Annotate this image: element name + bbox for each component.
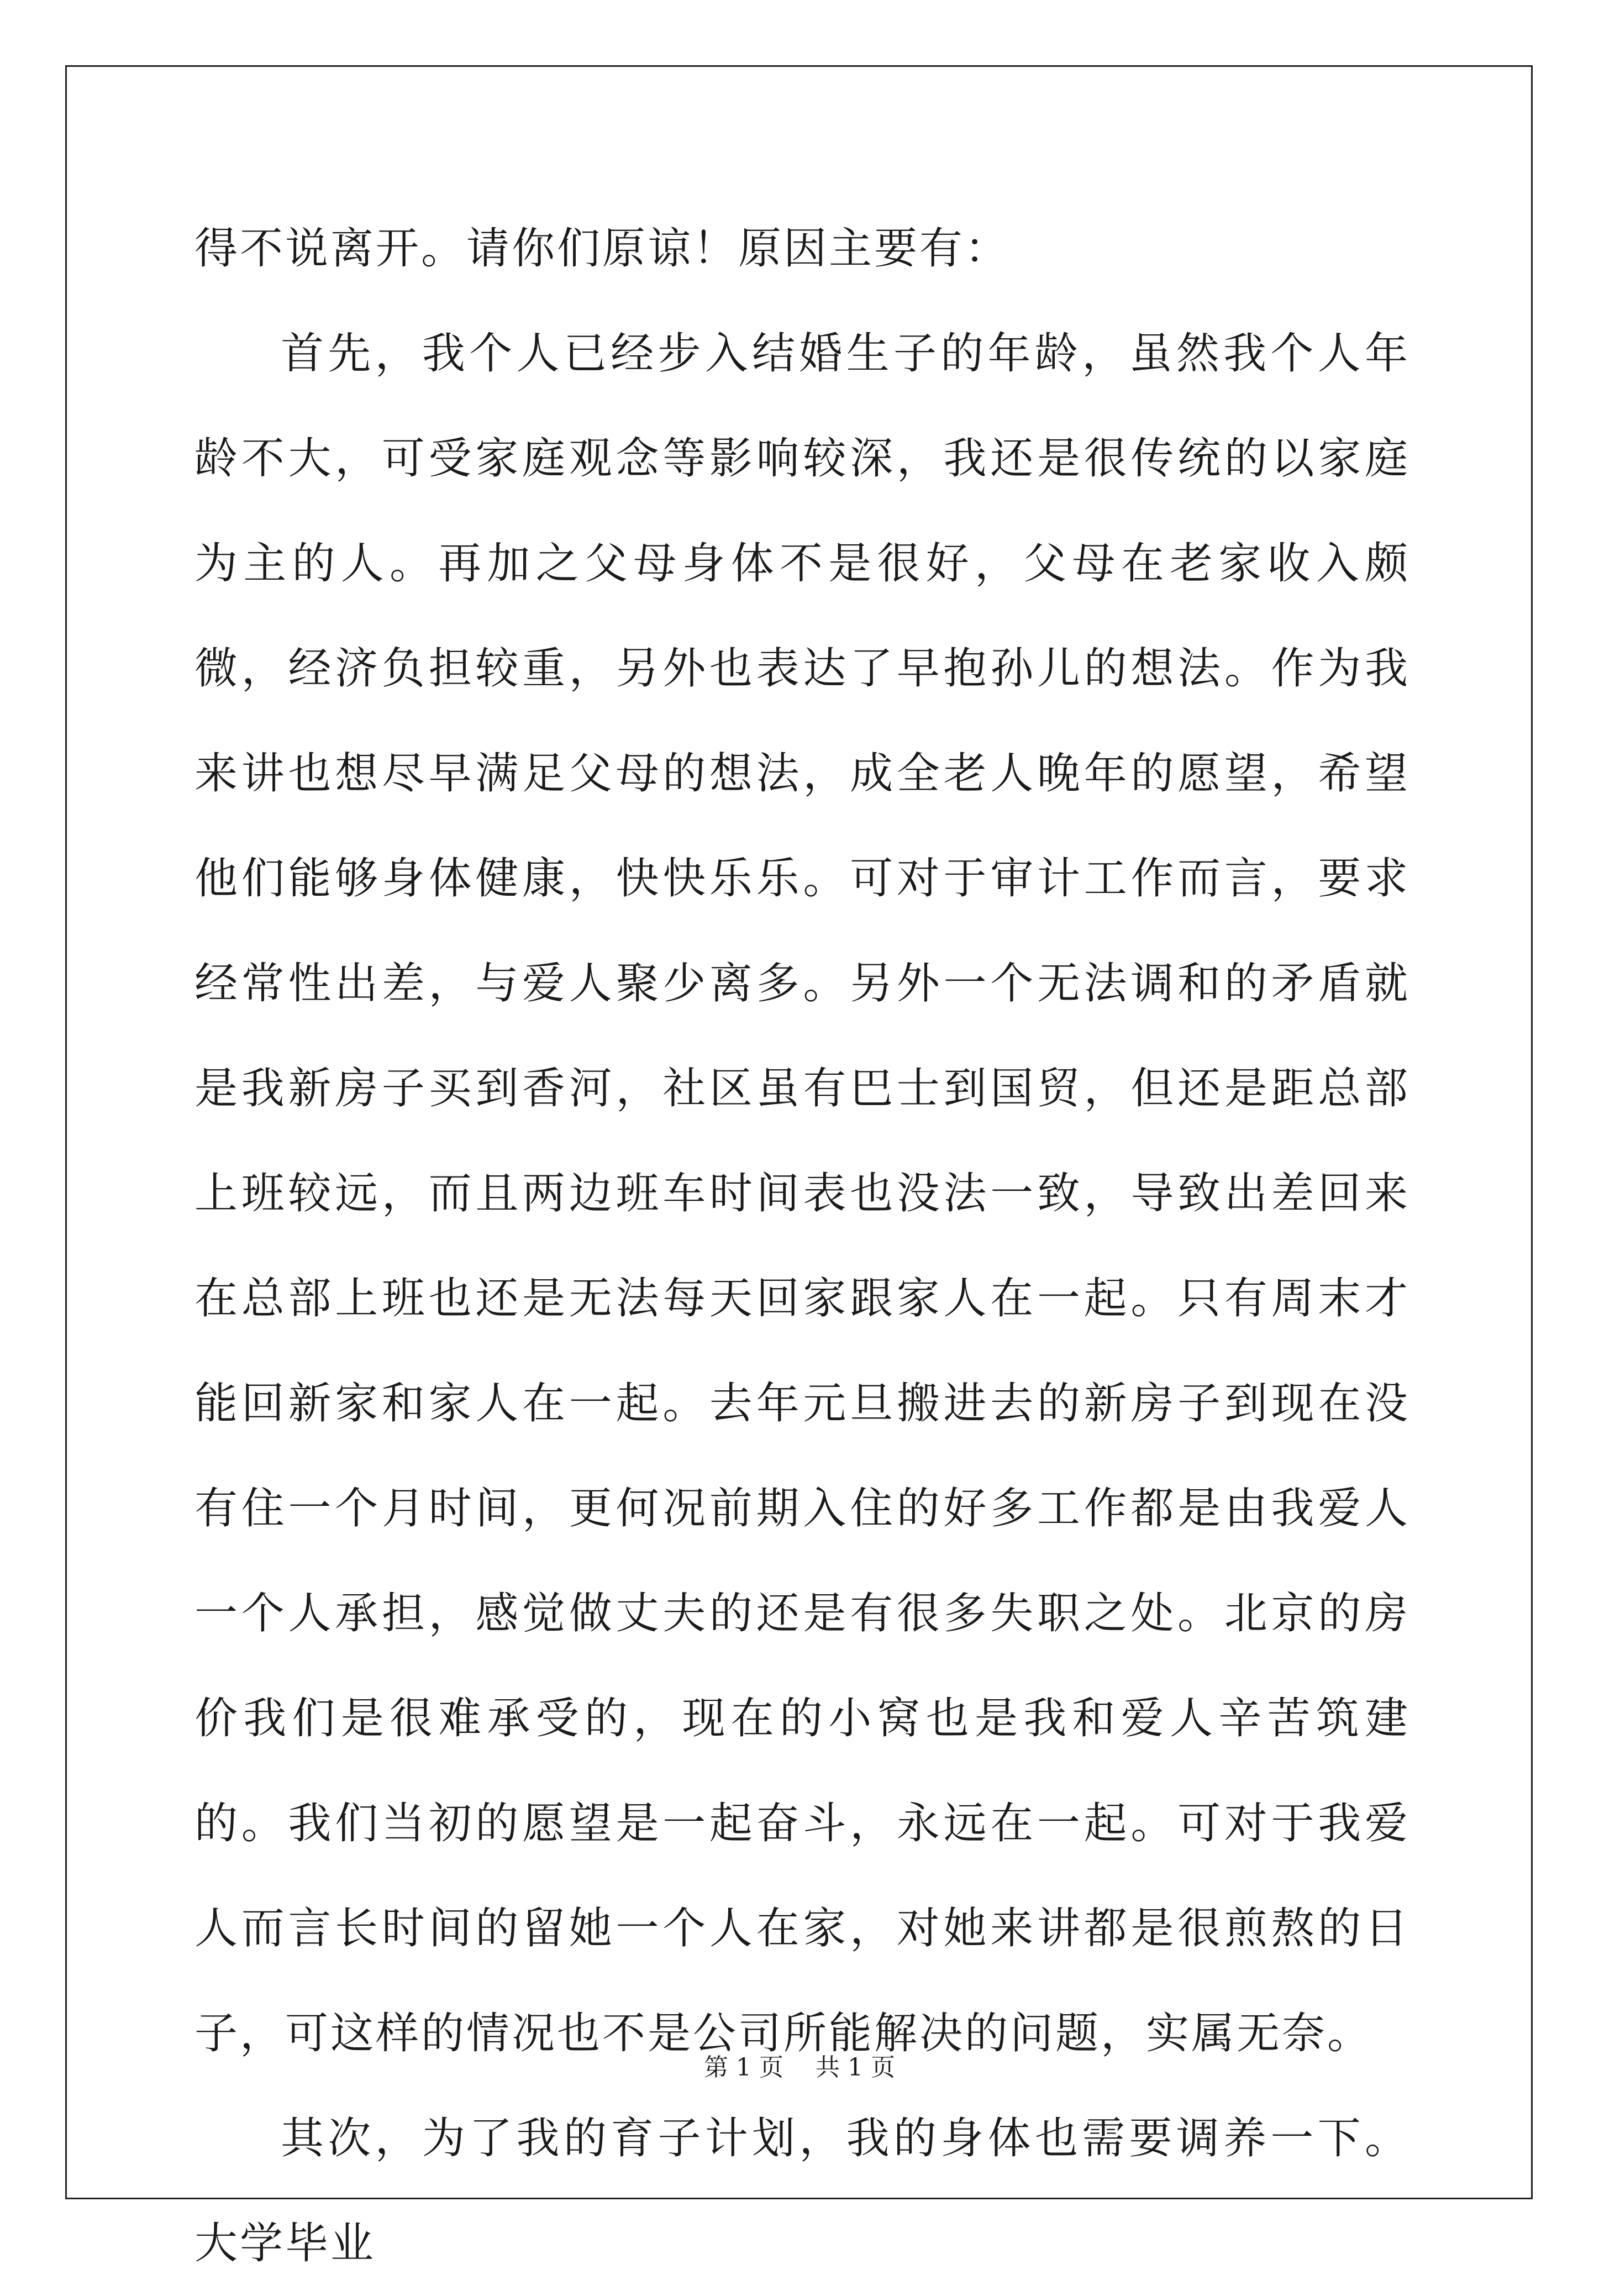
paragraph-3: 其次，为了我的育子计划，我的身体也需要调养一下。大学毕业 (194, 2114, 1410, 2268)
paragraph-1: 得不说离开。请你们原谅！原因主要有： (194, 224, 1011, 274)
paragraph-2: 首先，我个人已经步入结婚生子的年龄，虽然我个人年龄不大，可受家庭观念等影响较深，我还是很传统的以家庭为主的人。再加之父母身体不是很好，父母在老家收入颇微，经济负担较重，另外也表达了早抱孙儿的想法。作为我来讲也想尽早满足父母的想法，成全老人晚年的愿望，希望他们能够身体健康，快快乐乐。可对于审计工作而言，要求经常性出差，与爱人聚少离多。另外一个无法调和的矛盾就是我新房子买到香河，社区虽有巴士到国贸，但还是距总部上班较远，而且两边班车时间表也没法一致，导致出差回来在总部上班也还是无法每天回家跟家人在一起。只有周末才能回新家和家人在一起。去年元旦搬进去的新房子到现在没有住一个月时间，更何况前期入住的好多工作都是由我爱人一个人承担，感觉做丈夫的还是有很多失职之处。北京的房价我们是很难承受的，现在的小窝也是我和爱人辛苦筑建的。我们当初的愿望是一起奋斗，永远在一起。可对于我爱人而言长时间的留她一个人在家，对她来讲都是很煎熬的日子，可这样的情况也不是公司所能解决的问题，实属无奈。 (194, 329, 1410, 2058)
page-footer: 第 1 页 共 1 页 (704, 2053, 895, 2082)
document-body (194, 196, 1410, 2296)
